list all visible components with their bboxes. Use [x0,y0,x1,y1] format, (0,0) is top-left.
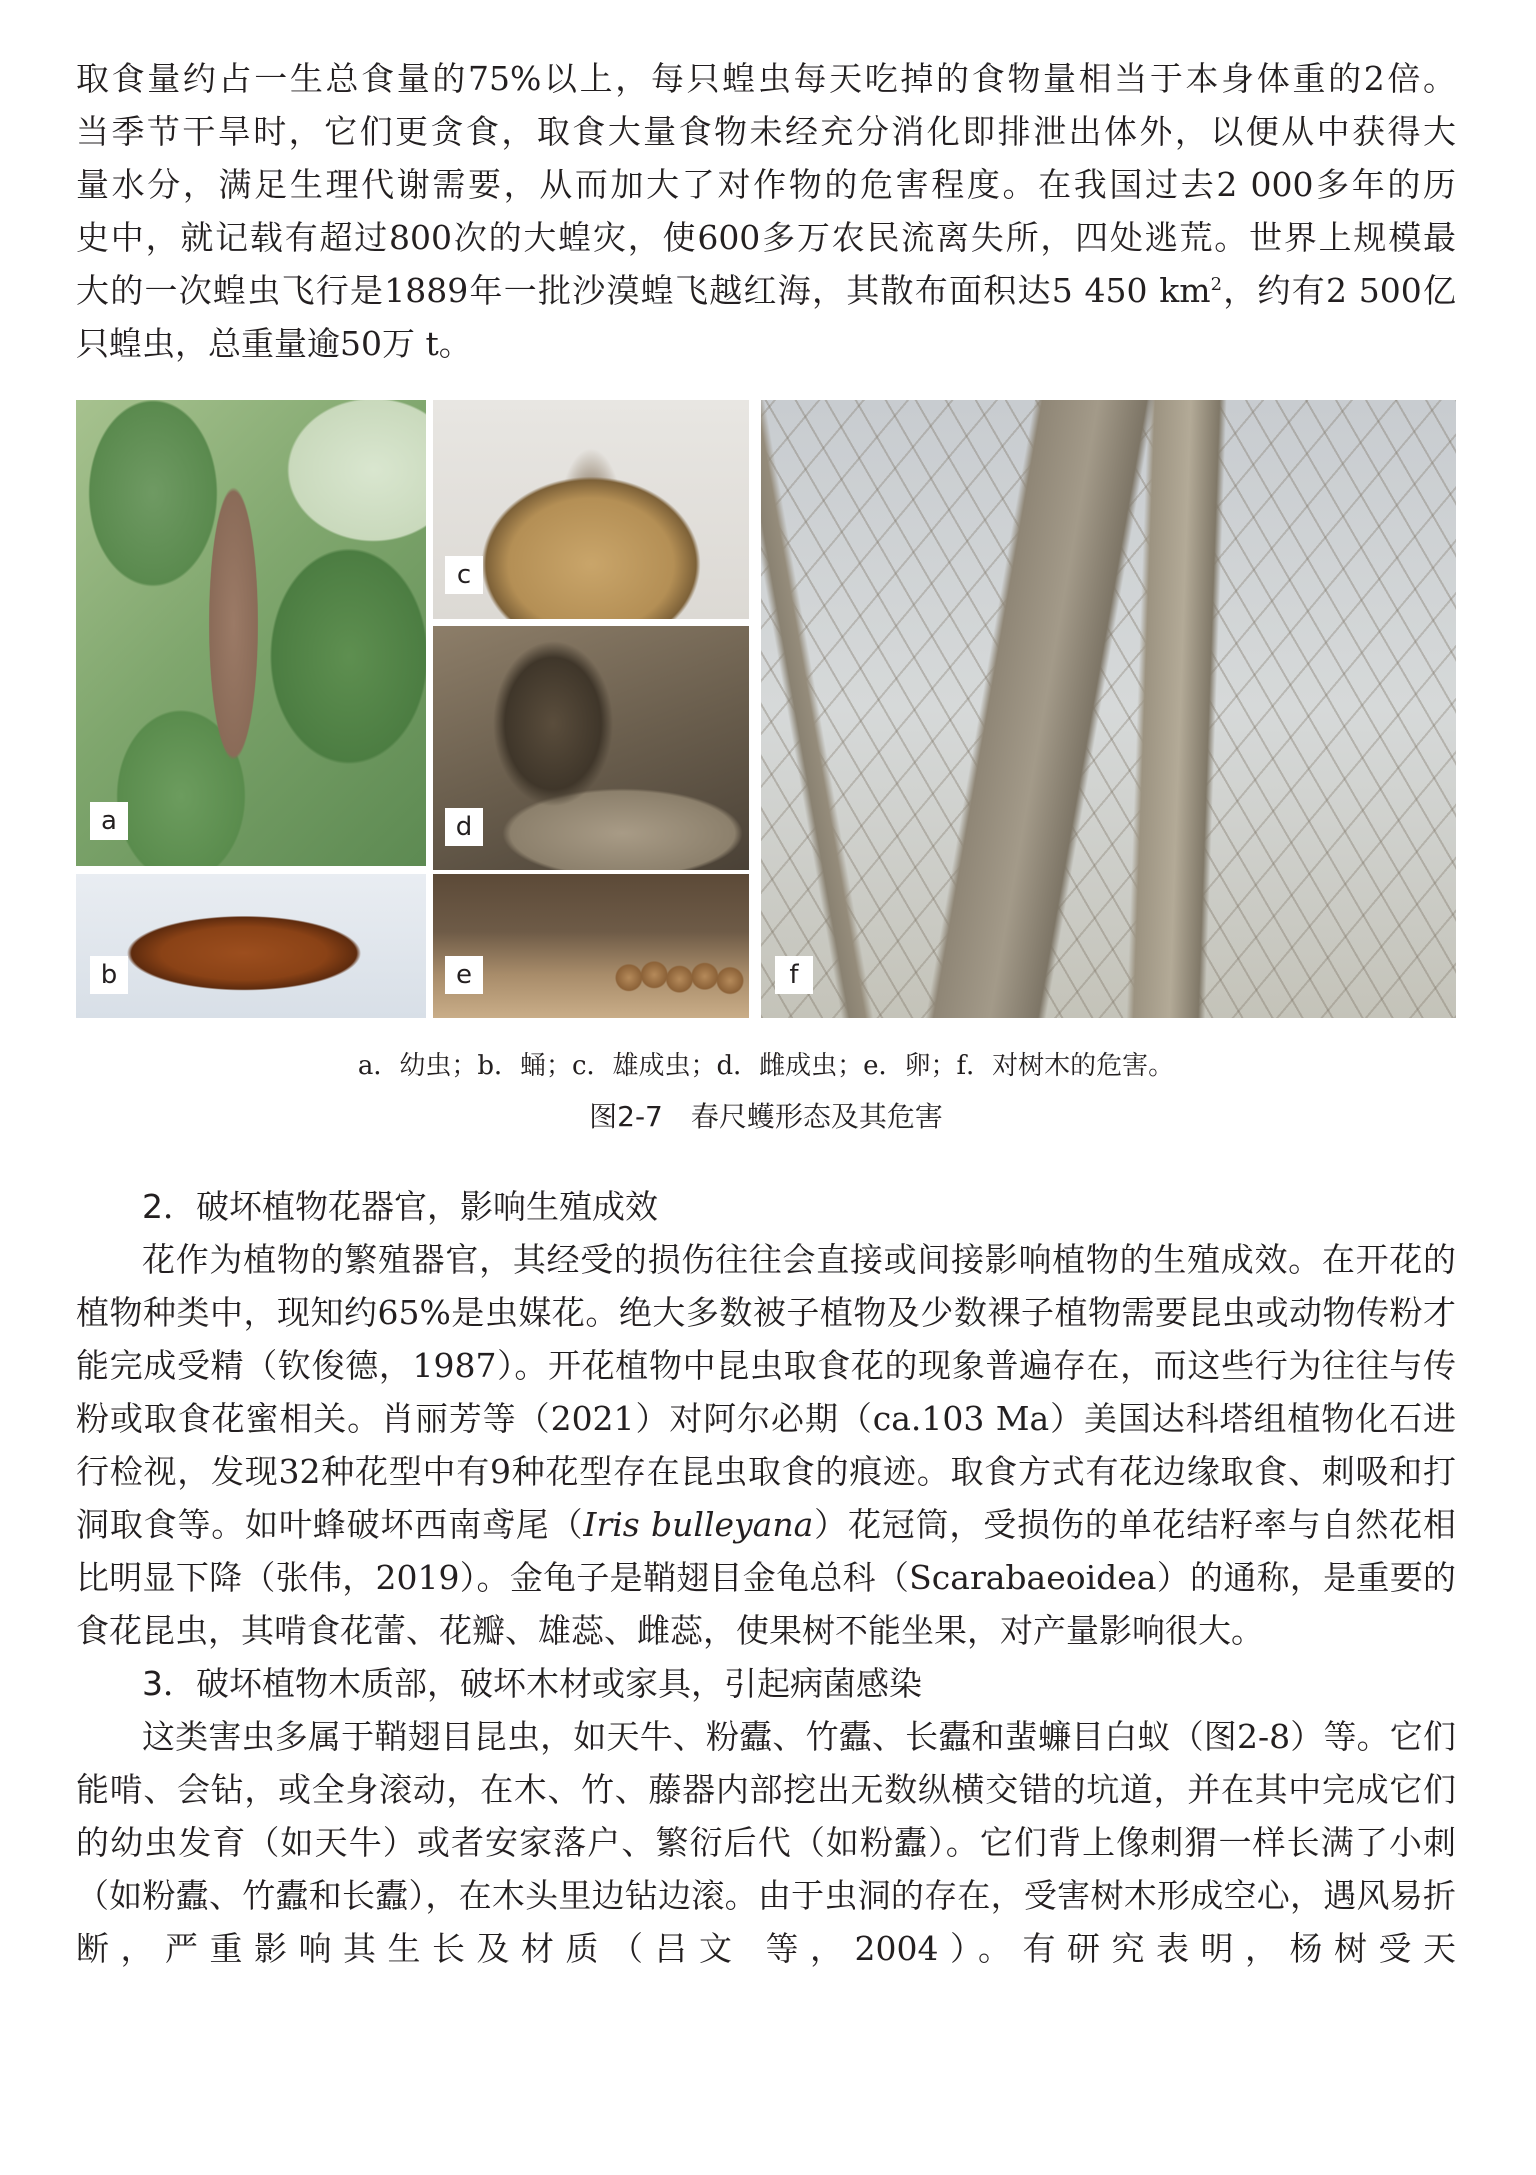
intro-line-1: 取食量约占一生总食量的75%以上，每只蝗虫每天吃掉的食物量相当于本身体重的2倍。 [76,59,1456,98]
section-2-heading: 2．破坏植物花器官，影响生殖成效 [142,1187,658,1226]
intro-line-5-tail: ，约有2 500亿 [1222,271,1457,310]
intro-line-5 [76,264,1456,317]
section-2-text: 花作为植物的繁殖器官，其经受的损伤往往会直接或间接影响植物的生殖成效。在开花的植物种类中，现知约65%是虫媒花。绝大多数被子植物及少数裸子植物需要昆虫或动物传粉才能完成受精（钦俊德，1987）。开花植物中昆虫取食花的现象普遍存在，而这些行为往往与传粉或取食花蜜相关。肖丽芳等（2021）对阿尔必期（ca.103 Ma）美国达科塔组植物化石进行检视，发现32种花型中有9种花型存在昆虫取食的痕迹。取食方式有花边缘取食、刺吸和打洞取食等。如叶蜂破坏西南鸢尾（ [76,1240,1456,1544]
photo-label-f: f [775,956,813,994]
intro-line-3: 量水分，满足生理代谢需要，从而加大了对作物的危害程度。在我国过去2 000多年的历 [76,165,1456,204]
figure-title-text: 春尺蠖形态及其危害 [690,1100,943,1133]
section-2-paragraph [76,1233,1456,1657]
section-3-paragraph: 这类害虫多属于鞘翅目昆虫，如天牛、粉蠹、竹蠹、长蠹和蜚蠊目白蚁（图2-8）等。它们能啃、会钻，或全身滚动，在木、竹、藤器内部挖出无数纵横交错的坑道，并在其中完成它们的幼虫发育（如天牛）或者安家落户、繁衍后代（如粉蠹）。它们背上像刺猬一样长满了小刺（如粉蠹、竹蠹和长蠹），在木头里边钻边滚。由于虫洞的存在，受害树木形成空心，遇风易折断，严重影响其生长及材质（吕文 等，2004）。有研究表明，杨树受天 [76,1717,1456,1968]
area-unit-superscript: 2 [1210,274,1223,295]
intro-line-2: 当季节干旱时，它们更贪食，取食大量食物未经充分消化即排泄出体外，以便从中获得大 [76,112,1456,151]
page [76,52,1456,1975]
figure-caption: a．幼虫；b．蛹；c．雄成虫；d．雌成虫；e．卵；f．对树木的危害。 [357,1051,1175,1081]
photo-eggs [433,874,749,1018]
photo-tree-damage [761,400,1456,1018]
photo-label-a: a [90,802,128,840]
figure-2-7 [76,400,1456,1018]
intro-line-6: 只蝗虫，总重量逾50万 t。 [76,324,472,363]
photo-pupa [76,874,426,1018]
section-2-text-tail: ）花冠筒，受损伤的单花结籽率与自然花相比明显下降（张伟，2019）。金龟子是鞘翅目金龟总科（Scarabaeoidea）的通称，是重要的食花昆虫，其啃食花蕾、花瓣、雄蕊、雌蕊，使果树不能坐果，对产量影响很大。 [76,1505,1457,1650]
figure-number: 图2-7 [589,1100,663,1133]
photo-larva [76,400,426,866]
intro-paragraph [76,52,1456,370]
photo-label-e: e [445,956,483,994]
photo-label-b: b [90,956,128,994]
intro-line-5-text: 大的一次蝗虫飞行是1889年一批沙漠蝗飞越红海，其散布面积达5 450 km [76,271,1211,310]
photo-label-c: c [445,556,483,594]
photo-label-d: d [445,808,483,846]
intro-line-4: 史中，就记载有超过800次的大蝗灾，使600多万农民流离失所，四处逃荒。世界上规模最 [76,218,1456,257]
photo-female-adult [433,626,749,870]
photo-male-adult [433,400,749,619]
species-name: Iris bulleyana [583,1505,814,1544]
section-3-heading: 3．破坏植物木质部，破坏木材或家具，引起病菌感染 [142,1664,922,1703]
figure-title [76,1098,1456,1136]
